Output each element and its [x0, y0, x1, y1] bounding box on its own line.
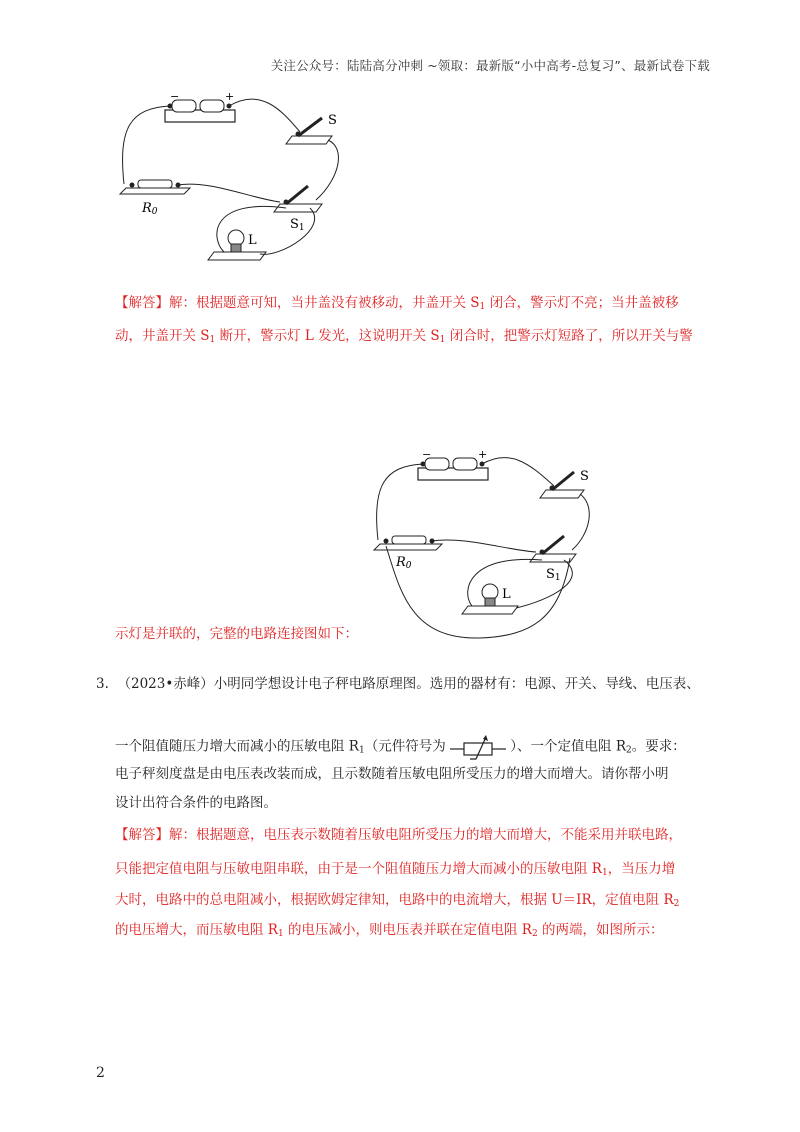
- page-number: 2: [96, 1065, 105, 1081]
- page-header: 关注公众号：陆陆高分冲刺 ~领取：最新版“小中高考-总复习”、最新试卷下载: [270, 58, 710, 73]
- answer3-line4: 的电压增大，而压敏电阻 $R_1$ 的电压减小，则电压表并联在定值电阻 $R_2$ 的两端，如图所示：: [115, 922, 664, 939]
- circuit-diagram-1: [110, 88, 360, 270]
- q3-line1: 3. （2023•赤峰）小明同学想设计电子秤电路原理图。选用的器材有：电源、开关、导线、电压表、: [96, 676, 700, 692]
- answer3-line3: 大时，电路中的总电阻减小，根据欧姆定律知，电路中的电流增大，根据 U＝IR，定值电阻 $R_2$: [115, 892, 680, 909]
- battery-holder: [165, 100, 235, 122]
- q3-line4: 设计出符合条件的电路图。: [115, 795, 277, 811]
- r0-label: R0: [142, 201, 158, 217]
- r0-label-2: R0: [396, 555, 412, 571]
- switch-s1-2: [530, 536, 576, 562]
- answer3-line1: 【解答】解：根据题意，电压表示数随着压敏电阻所受压力的增大而增大，不能采用并联电路，: [115, 827, 682, 843]
- s1-label-2: S1: [546, 567, 561, 583]
- answer1-line1: 【解答】解：根据题意可知，当井盖没有被移动，井盖开关 $S_1$ 闭合，警示灯不亮；当井盖被移: [115, 295, 679, 312]
- answer3-line2: 只能把定值电阻与压敏电阻串联，由于是一个阻值随压力增大而减小的压敏电阻 $R_1$，当压力增: [115, 861, 676, 878]
- lamp-l-label-2: L: [502, 587, 511, 602]
- lamp-l-label: L: [248, 233, 257, 248]
- switch-s-label-2: S: [580, 469, 589, 484]
- battery-holder-2: [418, 458, 488, 480]
- switch-s1: [274, 186, 322, 212]
- resistor-r0-2: [374, 536, 442, 550]
- battery-plus-label-2: +: [478, 450, 488, 461]
- switch-s-label: S: [328, 113, 337, 128]
- switch-s: [286, 118, 332, 144]
- q3-line3: 电子秤刻度盘是由电压表改装而成，且示数随着压敏电阻所受压力的增大而增大。请你帮小明: [115, 766, 669, 782]
- switch-s-2: [540, 472, 584, 498]
- circuit-diagram-2: [360, 450, 600, 642]
- answer1-line3: 示灯是并联的，完整的电路连接图如下：: [115, 626, 358, 642]
- answer1-line2: 动，井盖开关 $S_1$ 断开，警示灯 L 发光，这说明开关 $S_1$ 闭合时，把警示灯短路了，所以开关与警: [115, 328, 693, 345]
- s1-label: S1: [290, 217, 305, 233]
- battery-minus-label-2: −: [422, 450, 432, 461]
- q3-line2: 一个阻值随压力增大而减小的压敏电阻 $R_1$（元件符号为 ）、一个定值电阻 $R_2$。要求：: [115, 733, 686, 761]
- varistor-symbol-icon: [450, 733, 506, 761]
- battery-plus-label: +: [225, 90, 235, 103]
- battery-minus-label: −: [170, 90, 180, 103]
- resistor-r0: [120, 180, 190, 194]
